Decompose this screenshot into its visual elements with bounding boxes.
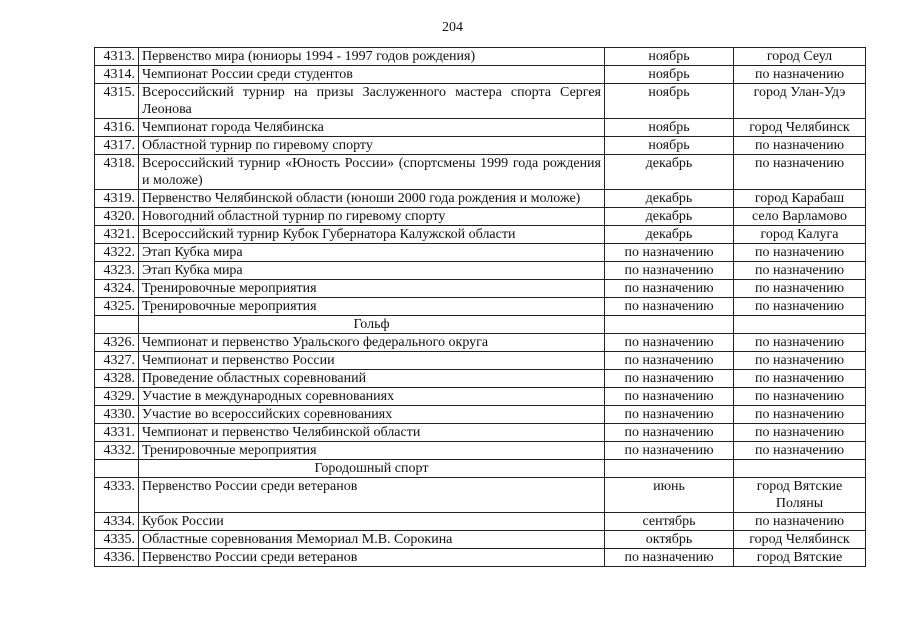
table-row bbox=[95, 513, 866, 531]
event-place: по назначению bbox=[734, 406, 866, 424]
table-row bbox=[95, 244, 866, 262]
event-place: по назначению bbox=[734, 244, 866, 262]
event-date: по назначению bbox=[605, 424, 734, 442]
event-date: по назначению bbox=[605, 298, 734, 316]
table-row bbox=[95, 280, 866, 298]
table-row bbox=[95, 388, 866, 406]
section-title: Гольф bbox=[139, 316, 605, 334]
table-row bbox=[95, 48, 866, 66]
event-number: 4319. bbox=[95, 190, 139, 208]
event-name: Участие во всероссийских соревнованиях bbox=[139, 406, 605, 424]
table-row bbox=[95, 549, 866, 567]
event-number: 4331. bbox=[95, 424, 139, 442]
event-place: город Челябинск bbox=[734, 119, 866, 137]
event-date: по назначению bbox=[605, 262, 734, 280]
section-num-cell bbox=[95, 316, 139, 334]
event-date: по назначению bbox=[605, 244, 734, 262]
table-row bbox=[95, 531, 866, 549]
event-place: по назначению bbox=[734, 424, 866, 442]
event-name: Всероссийский турнир «Юность России» (спортсмены 1999 года рождения и моложе) bbox=[139, 155, 605, 190]
event-place: по назначению bbox=[734, 280, 866, 298]
table-row bbox=[95, 190, 866, 208]
event-number: 4328. bbox=[95, 370, 139, 388]
event-date: по назначению bbox=[605, 549, 734, 567]
section-title: Городошный спорт bbox=[139, 460, 605, 478]
event-date: по назначению bbox=[605, 352, 734, 370]
event-name: Всероссийский турнир Кубок Губернатора Калужской области bbox=[139, 226, 605, 244]
event-name: Первенство России среди ветеранов bbox=[139, 478, 605, 513]
event-place: город Калуга bbox=[734, 226, 866, 244]
event-place: по назначению bbox=[734, 388, 866, 406]
event-name: Чемпионат города Челябинска bbox=[139, 119, 605, 137]
event-place: город Челябинск bbox=[734, 531, 866, 549]
table-row bbox=[95, 334, 866, 352]
event-place: по назначению bbox=[734, 298, 866, 316]
event-number: 4321. bbox=[95, 226, 139, 244]
event-name: Тренировочные мероприятия bbox=[139, 298, 605, 316]
event-date: ноябрь bbox=[605, 66, 734, 84]
event-number: 4313. bbox=[95, 48, 139, 66]
event-date: июнь bbox=[605, 478, 734, 513]
event-place: город Карабаш bbox=[734, 190, 866, 208]
event-date: ноябрь bbox=[605, 119, 734, 137]
event-date: сентябрь bbox=[605, 513, 734, 531]
event-number: 4323. bbox=[95, 262, 139, 280]
event-name: Тренировочные мероприятия bbox=[139, 442, 605, 460]
table-row bbox=[95, 84, 866, 119]
event-date: декабрь bbox=[605, 208, 734, 226]
event-number: 4329. bbox=[95, 388, 139, 406]
table-row bbox=[95, 262, 866, 280]
event-place: по назначению bbox=[734, 334, 866, 352]
table-row bbox=[95, 406, 866, 424]
section-row bbox=[95, 316, 866, 334]
events-table-body bbox=[95, 48, 866, 567]
event-name: Тренировочные мероприятия bbox=[139, 280, 605, 298]
event-place: по назначению bbox=[734, 66, 866, 84]
event-date: декабрь bbox=[605, 226, 734, 244]
event-name: Чемпионат и первенство Уральского федерального округа bbox=[139, 334, 605, 352]
event-place: город Вятские bbox=[734, 549, 866, 567]
event-number: 4316. bbox=[95, 119, 139, 137]
table-row bbox=[95, 66, 866, 84]
event-name: Первенство Челябинской области (юноши 2000 года рождения и моложе) bbox=[139, 190, 605, 208]
table-row bbox=[95, 370, 866, 388]
event-number: 4320. bbox=[95, 208, 139, 226]
event-date: ноябрь bbox=[605, 48, 734, 66]
event-number: 4318. bbox=[95, 155, 139, 190]
table-row bbox=[95, 119, 866, 137]
table-row bbox=[95, 352, 866, 370]
event-number: 4335. bbox=[95, 531, 139, 549]
event-name: Первенство России среди ветеранов bbox=[139, 549, 605, 567]
event-place: село Варламово bbox=[734, 208, 866, 226]
event-name: Чемпионат и первенство Челябинской области bbox=[139, 424, 605, 442]
event-place: город Улан-Удэ bbox=[734, 84, 866, 119]
event-number: 4325. bbox=[95, 298, 139, 316]
section-date-cell bbox=[605, 316, 734, 334]
event-place: город Сеул bbox=[734, 48, 866, 66]
event-name: Кубок России bbox=[139, 513, 605, 531]
event-number: 4332. bbox=[95, 442, 139, 460]
section-place-cell bbox=[734, 316, 866, 334]
event-name: Чемпионат и первенство России bbox=[139, 352, 605, 370]
event-number: 4317. bbox=[95, 137, 139, 155]
table-row bbox=[95, 155, 866, 190]
event-place: по назначению bbox=[734, 137, 866, 155]
event-number: 4336. bbox=[95, 549, 139, 567]
event-number: 4322. bbox=[95, 244, 139, 262]
section-place-cell bbox=[734, 460, 866, 478]
event-date: по назначению bbox=[605, 334, 734, 352]
event-name: Новогодний областной турнир по гиревому спорту bbox=[139, 208, 605, 226]
event-place: город Вятские Поляны bbox=[734, 478, 866, 513]
table-row bbox=[95, 208, 866, 226]
event-date: по назначению bbox=[605, 370, 734, 388]
event-place: по назначению bbox=[734, 155, 866, 190]
section-date-cell bbox=[605, 460, 734, 478]
event-name: Всероссийский турнир на призы Заслуженного мастера спорта Сергея Леонова bbox=[139, 84, 605, 119]
event-name: Первенство мира (юниоры 1994 - 1997 годов рождения) bbox=[139, 48, 605, 66]
table-row bbox=[95, 424, 866, 442]
event-date: ноябрь bbox=[605, 84, 734, 119]
event-name: Чемпионат России среди студентов bbox=[139, 66, 605, 84]
event-name: Проведение областных соревнований bbox=[139, 370, 605, 388]
event-date: по назначению bbox=[605, 406, 734, 424]
table-row bbox=[95, 226, 866, 244]
table-row bbox=[95, 298, 866, 316]
event-place: по назначению bbox=[734, 262, 866, 280]
event-place: по назначению bbox=[734, 352, 866, 370]
event-date: по назначению bbox=[605, 280, 734, 298]
events-table bbox=[94, 47, 866, 567]
event-date: по назначению bbox=[605, 388, 734, 406]
event-number: 4327. bbox=[95, 352, 139, 370]
event-name: Областные соревнования Мемориал М.В. Сорокина bbox=[139, 531, 605, 549]
event-number: 4324. bbox=[95, 280, 139, 298]
section-row bbox=[95, 460, 866, 478]
event-place: по назначению bbox=[734, 370, 866, 388]
event-number: 4314. bbox=[95, 66, 139, 84]
event-number: 4334. bbox=[95, 513, 139, 531]
event-number: 4315. bbox=[95, 84, 139, 119]
event-number: 4326. bbox=[95, 334, 139, 352]
event-date: октябрь bbox=[605, 531, 734, 549]
table-row bbox=[95, 478, 866, 513]
section-num-cell bbox=[95, 460, 139, 478]
event-date: декабрь bbox=[605, 190, 734, 208]
table-row bbox=[95, 442, 866, 460]
event-place: по назначению bbox=[734, 513, 866, 531]
table-row bbox=[95, 137, 866, 155]
event-date: ноябрь bbox=[605, 137, 734, 155]
event-number: 4330. bbox=[95, 406, 139, 424]
event-name: Участие в международных соревнованиях bbox=[139, 388, 605, 406]
event-date: декабрь bbox=[605, 155, 734, 190]
event-name: Этап Кубка мира bbox=[139, 262, 605, 280]
event-number: 4333. bbox=[95, 478, 139, 513]
event-date: по назначению bbox=[605, 442, 734, 460]
event-place: по назначению bbox=[734, 442, 866, 460]
page-number: 204 bbox=[442, 20, 463, 35]
event-name: Этап Кубка мира bbox=[139, 244, 605, 262]
event-name: Областной турнир по гиревому спорту bbox=[139, 137, 605, 155]
